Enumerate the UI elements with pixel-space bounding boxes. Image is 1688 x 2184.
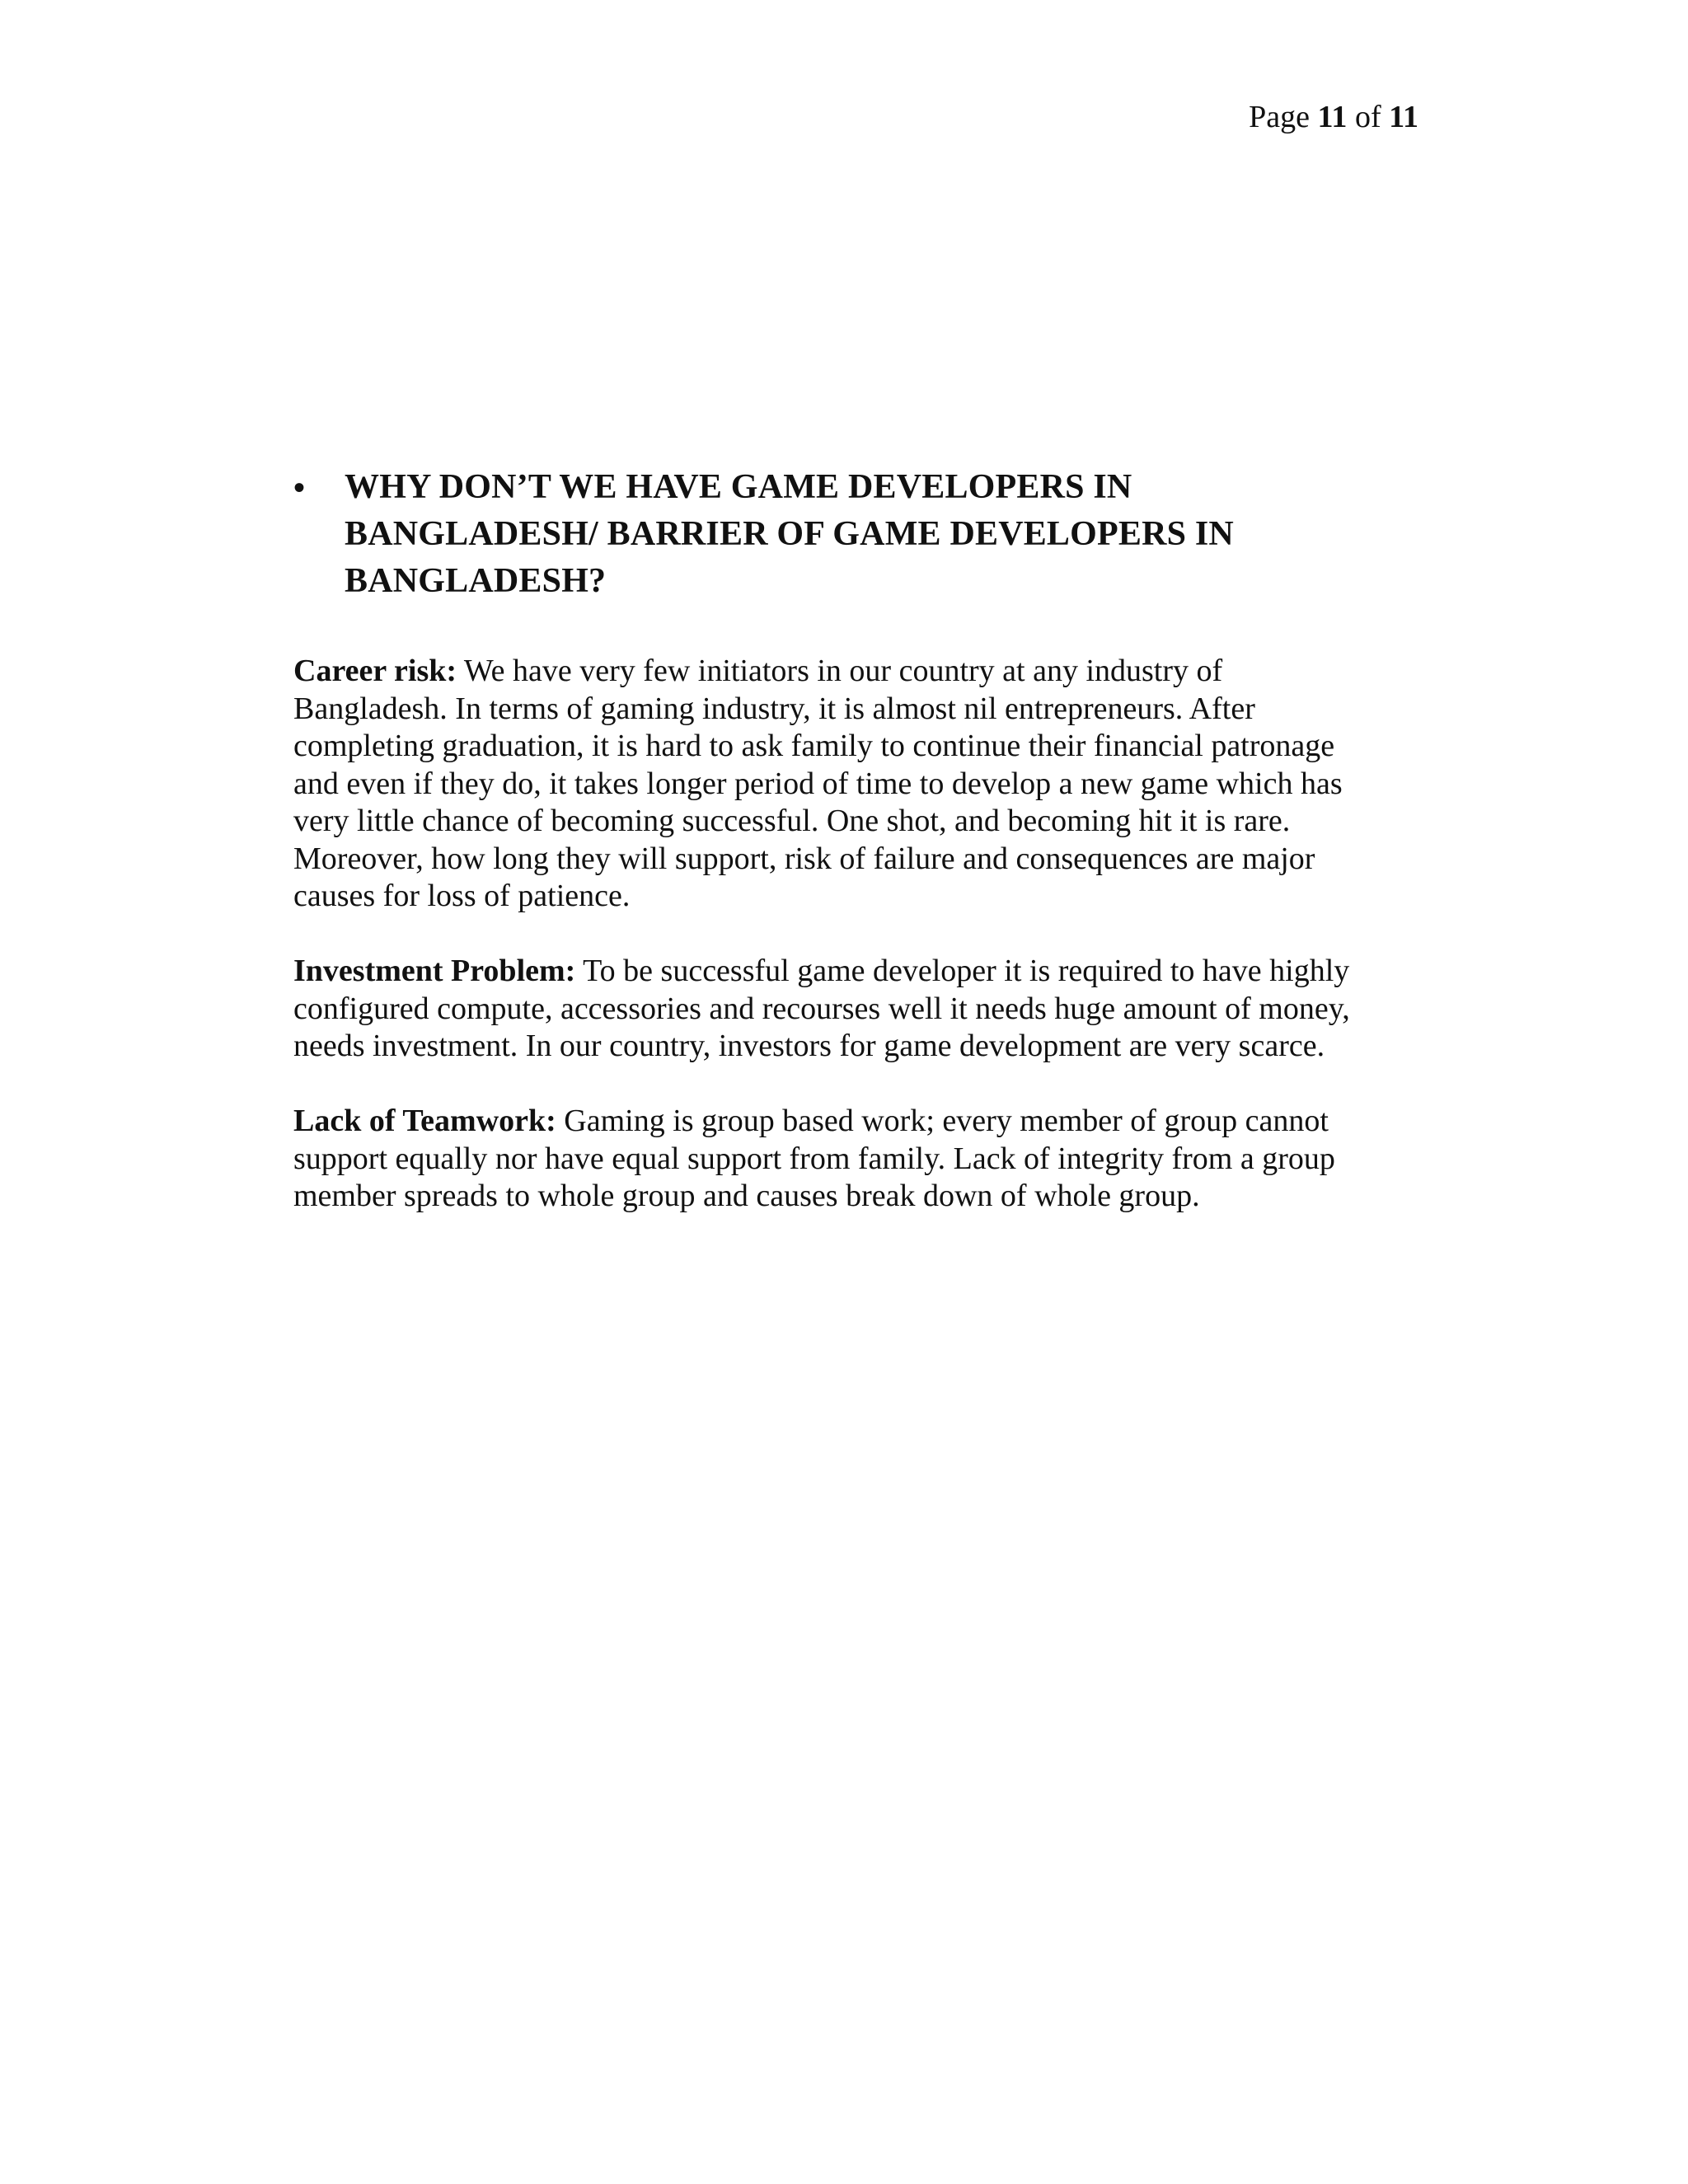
paragraph-line: completing graduation, it is hard to ask family to continue their financial patronage (293, 729, 1335, 763)
paragraph-line: Moreover, how long they will support, risk of failure and consequences are major (293, 841, 1315, 876)
paragraph-first-line (293, 953, 1447, 991)
paragraph-line: Bangladesh. In terms of gaming industry, it is almost nil entrepreneurs. After (293, 691, 1255, 726)
page-of: of (1354, 100, 1381, 134)
paragraph-first-line (293, 1103, 1447, 1141)
paragraph-text: Gaming is group based work; every member of group cannot (556, 1104, 1329, 1138)
paragraph-line: and even if they do, it takes longer period of time to develop a new game which has (293, 766, 1343, 801)
bullet-icon: • (293, 469, 306, 506)
heading-line: BANGLADESH? (345, 562, 607, 600)
paragraph-line: member spreads to whole group and causes break down of whole group. (293, 1179, 1200, 1213)
paragraph-line: causes for loss of patience. (293, 879, 631, 913)
lack-of-teamwork-paragraph (293, 1103, 1447, 1216)
investment-problem-paragraph (293, 953, 1447, 1066)
page-number (1249, 97, 1418, 137)
paragraph-line: very little chance of becoming successful. One shot, and becoming hit it is rare. (293, 804, 1291, 838)
career-risk-paragraph (293, 653, 1447, 916)
page-current: 11 (1317, 100, 1348, 134)
page-total: 11 (1389, 100, 1418, 134)
paragraph-text: To be successful game developer it is required to have highly (575, 954, 1350, 988)
paragraph-line: configured compute, accessories and recourses well it needs huge amount of money, (293, 991, 1350, 1026)
lack-of-teamwork-label: Lack of Teamwork: (293, 1104, 556, 1138)
paragraph-line: needs investment. In our country, investors for game development are very scarce. (293, 1029, 1325, 1063)
page-prefix: Page (1249, 100, 1311, 134)
paragraph-first-line (293, 653, 1447, 691)
section-heading (293, 464, 1447, 605)
paragraph-text: We have very few initiators in our country at any industry of (457, 654, 1223, 688)
paragraph-line: support equally nor have equal support from family. Lack of integrity from a group (293, 1141, 1335, 1176)
heading-line: WHY DON’T WE HAVE GAME DEVELOPERS IN (345, 468, 1132, 506)
heading-line: BANGLADESH/ BARRIER OF GAME DEVELOPERS IN (345, 515, 1234, 553)
career-risk-label: Career risk: (293, 654, 457, 688)
heading-text (345, 464, 1391, 605)
investment-problem-label: Investment Problem: (293, 954, 576, 988)
